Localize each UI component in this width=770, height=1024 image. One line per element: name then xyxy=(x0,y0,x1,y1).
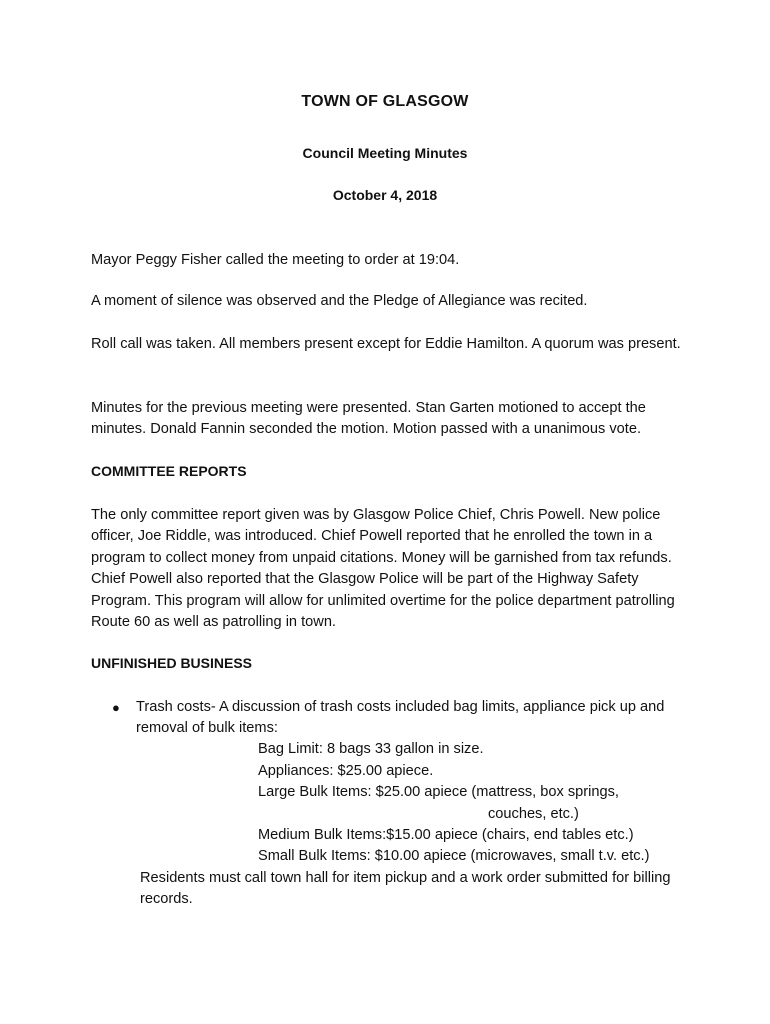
committee-reports-heading: COMMITTEE REPORTS xyxy=(91,463,247,479)
document-title: TOWN OF GLASGOW xyxy=(301,93,469,110)
small-bulk-fee: Small Bulk Items: $10.00 apiece (microwaves, small t.v. etc.) xyxy=(258,848,650,864)
roll-call-paragraph: Roll call was taken. All members present except for Eddie Hamilton. A quorum was present. xyxy=(91,336,681,352)
document-subtitle: Council Meeting Minutes xyxy=(302,145,468,161)
unfinished-business-heading: UNFINISHED BUSINESS xyxy=(91,655,253,671)
minutes-paragraph: Minutes for the previous meeting were presented. Stan Garten motioned to accept the minutes. Donald Fannin seconded the motion. Motion passed with a unanimous vote. xyxy=(91,400,646,438)
pickup-note: Residents must call town hall for item pickup and a work order submitted for billing records. xyxy=(140,870,671,908)
large-bulk-fee: Large Bulk Items: $25.00 apiece (mattress, box springs, xyxy=(258,784,619,800)
trash-costs-text: Trash costs- A discussion of trash costs included bag limits, appliance pick up and removal of bulk items: xyxy=(136,699,665,737)
medium-bulk-fee: Medium Bulk Items:$15.00 apiece (chairs, end tables etc.) xyxy=(258,827,634,843)
committee-report-paragraph: The only committee report given was by Glasgow Police Chief, Chris Powell. New police officer, Joe Riddle, was introduced. Chief Powell reported that he enrolled the town in a program to collect money from unpaid citations. Money will be garnished from tax refunds. Chief Powell also reported that the Glasgow Police will be part of the Highway Safety Program. This program will allow for unlimited overtime for the police department patrolling Route 60 as well as patrolling in town. xyxy=(91,507,675,631)
bag-limit-fee: Bag Limit: 8 bags 33 gallon in size. xyxy=(258,741,484,757)
call-to-order-paragraph: Mayor Peggy Fisher called the meeting to order at 19:04. xyxy=(91,252,460,268)
appliances-fee: Appliances: $25.00 apiece. xyxy=(258,763,434,779)
silence-paragraph: A moment of silence was observed and the Pledge of Allegiance was recited. xyxy=(91,293,588,309)
meeting-date: October 4, 2018 xyxy=(332,187,438,203)
bullet-icon: ● xyxy=(112,700,120,715)
large-bulk-fee-continued: couches, etc.) xyxy=(488,806,579,822)
